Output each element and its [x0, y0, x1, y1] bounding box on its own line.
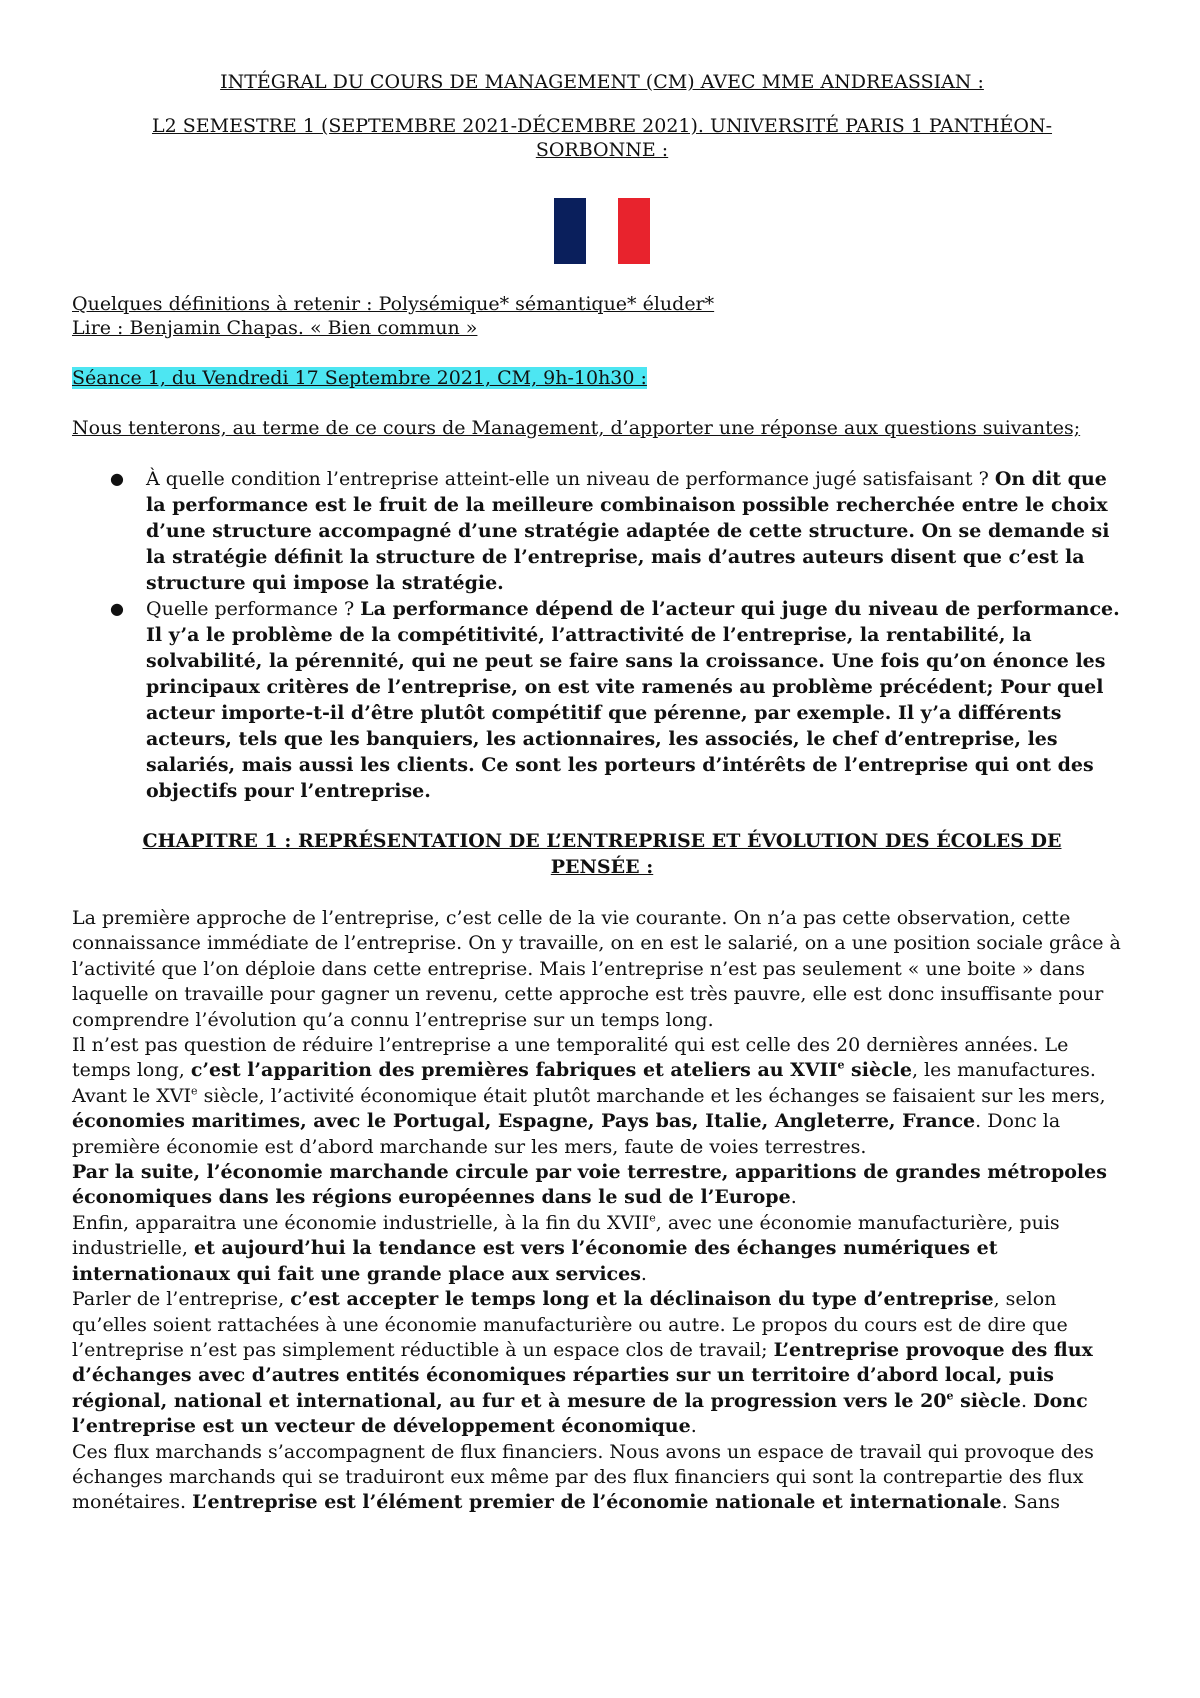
superscript: e [191, 1084, 198, 1098]
chapter-line-2: PENSÉE : [550, 856, 654, 878]
paragraph [72, 1160, 1132, 1211]
text-run: , selon qu’elles soient rattachées à une économie manufacturière ou autre. Le propos du cours est de dire que l’entreprise n’est pas simplement réductible à un espace clos de travail; [72, 1288, 1068, 1361]
paragraph [72, 1033, 1132, 1160]
questions-list [72, 466, 1132, 804]
superscript: e [946, 1389, 954, 1403]
text-run: . [690, 1415, 697, 1438]
bullet-icon: ● [110, 599, 124, 618]
bold-run: c’est accepter le temps long et la déclinaison du type d’entreprise [290, 1288, 994, 1311]
session-label-highlighted: Séance 1, du Vendredi 17 Septembre 2021, CM, 9h-10h30 : [72, 367, 647, 389]
chapter-heading [72, 828, 1132, 880]
bold-run [191, 1059, 912, 1081]
text-run: . [640, 1262, 647, 1285]
bullet-icon: ● [110, 469, 124, 488]
bold-run: L’entreprise est l’élément premier de l’économie nationale et internationale [192, 1491, 1002, 1514]
intro-sentence: Nous tenterons, au terme de ce cours de Management, d’apporter une réponse aux questions suivantes; [72, 417, 1081, 439]
text-run: c’est l’apparition des premières fabriques et ateliers au XVII [190, 1059, 838, 1082]
text-run: siècle [953, 1389, 1022, 1412]
bold-run: et aujourd’hui la tendance est vers l’économie des échanges numériques et internationaux qui fait une grande place aux services [72, 1237, 998, 1285]
flag-stripe-red [618, 198, 650, 264]
text-run: siècle [844, 1059, 912, 1082]
flag-stripe-white [586, 198, 618, 264]
answer-text: On dit que la performance est le fruit de la meilleure combinaison possible recherchée entre le choix d’une structure accompagné d’une stratégie adaptée de cette structure. On se demande si la stratégie définit la structure de l’entreprise, mais d’autres auteurs disent que c’est la structure qui impose la stratégie. [146, 468, 1110, 594]
text-run: . [1021, 1389, 1034, 1412]
text-run: Ces flux marchands s’accompagnent de flux financiers. Nous avons un espace de travail qui provoque des échanges marchands qui se traduiront eux même par des flux financiers qui sont la contrepartie des flux monétaires. [72, 1440, 1094, 1514]
chapter-body [72, 906, 1132, 1516]
list-item [110, 466, 1132, 596]
bold-run: Donc l’entreprise est un vecteur de développement économique [72, 1389, 1088, 1438]
superscript: e [649, 1211, 656, 1225]
paragraph [72, 1440, 1132, 1516]
text-run: , avec une économie manufacturière, puis industrielle, [72, 1211, 1060, 1260]
answer-text: La performance dépend de l’acteur qui juge du niveau de performance. Il y’a le problème de la compétitivité, l’attractivité de l’entreprise, la rentabilité, la solvabilité, la pérennité, qui ne peut se faire sans la croissance. Une fois qu’on énonce les principaux critères de l’entreprise, on est vite ramenés au problème précédent; Pour quel acteur importe-t-il d’être plutôt compétitif que pérenne, par exemple. Il y’a différents acteurs, tels que les banquiers, les actionnaires, les associés, le chef d’entreprise, les salariés, mais aussi les clients. Ce sont les porteurs d’intérêts de l’entreprise qui ont des objectifs pour l’entreprise. [146, 598, 1120, 802]
text-run: . [790, 1186, 797, 1209]
text-run: siècle, l’activité économique était plutôt marchande et les échanges se faisaient sur les mers, [197, 1084, 1106, 1107]
text-run: , les manufactures. Avant le XVI [72, 1059, 1096, 1107]
question-text: Quelle performance ? [146, 598, 361, 620]
subtitle-line-2: SORBONNE : [535, 139, 669, 161]
subtitle-line-1: L2 SEMESTRE 1 (SEPTEMBRE 2021-DÉCEMBRE 2021). UNIVERSITÉ PARIS 1 PANTHÉON- [151, 115, 1053, 137]
text-run: Parler de l’entreprise, [72, 1288, 291, 1311]
text-run: . Sans [1001, 1491, 1061, 1514]
reading-line: Lire : Benjamin Chapas. « Bien commun » [72, 317, 478, 339]
flag-stripe-blue [554, 198, 586, 264]
session-heading [72, 366, 1132, 390]
paragraph [72, 1287, 1132, 1439]
text-run: L’entreprise provoque des flux d’échanges avec d’autres entités économiques réparties sur un territoire d’abord local, puis régional, national et international, au fur et à mesure de la progression vers le 20 [72, 1338, 1093, 1412]
bold-run: économies maritimes, avec le Portugal, Espagne, Pays bas, Italie, Angleterre, France [72, 1110, 976, 1133]
paragraph [72, 1211, 1132, 1287]
question-text: À quelle condition l’entreprise atteint-elle un niveau de performance jugé satisfaisant ? [146, 468, 995, 490]
list-item [110, 596, 1132, 804]
document-subtitle [72, 114, 1132, 162]
text-run: Il n’est pas question de réduire l’entreprise a une temporalité qui est celle des 20 dernières années. Le temps long, [72, 1034, 1069, 1082]
paragraph: La première approche de l’entreprise, c’est celle de la vie courante. On n’a pas cette observation, cette connaissance immédiate de l’entreprise. On y travaille, on en est le salarié, on a une position sociale grâce à l’activité que l’on déploie dans cette entreprise. Mais l’entreprise n’est pas seulement « une boite » dans laquelle on travaille pour gagner un revenu, cette approche est très pauvre, elle est donc insuffisante pour comprendre l’évolution qu’a connu l’entreprise sur un temps long. [72, 907, 1121, 1031]
bold-run: Par la suite, l’économie marchande circule par voie terrestre, apparitions de grandes métropoles économiques dans les régions européennes dans le sud de l’Europe [72, 1161, 1107, 1209]
text-run: . Donc la première économie est d’abord marchande sur les mers, faute de voies terrestres. [72, 1110, 1061, 1158]
definitions-block [72, 292, 1132, 340]
text-run: Enfin, apparaitra une économie industrielle, à la fin du XVII [72, 1211, 650, 1234]
document-page [72, 70, 1132, 1516]
definitions-line: Quelques définitions à retenir : Polysémique* sémantique* éluder* [72, 293, 715, 315]
superscript: e [837, 1059, 845, 1073]
french-flag-image [554, 198, 650, 264]
chapter-line-1: CHAPITRE 1 : REPRÉSENTATION DE L’ENTREPRISE ET ÉVOLUTION DES ÉCOLES DE [142, 830, 1062, 852]
document-title: INTÉGRAL DU COURS DE MANAGEMENT (CM) AVEC MME ANDREASSIAN : [220, 71, 984, 93]
